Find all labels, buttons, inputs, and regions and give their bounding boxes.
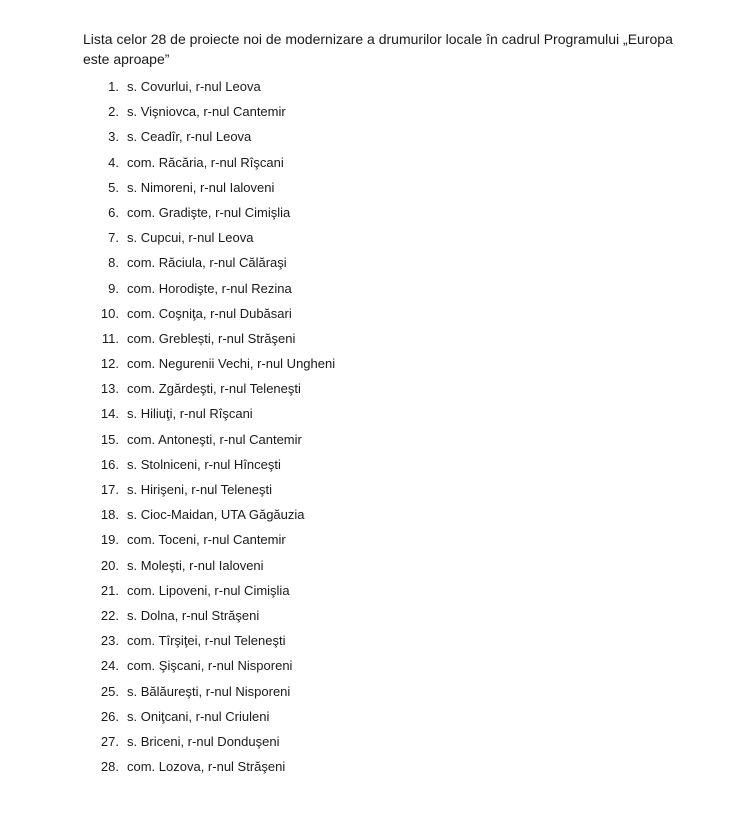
list-item-text: com. Lozova, r-nul Străşeni	[127, 759, 286, 775]
list-item-text: s. Stolniceni, r-nul Hînceşti	[127, 456, 281, 472]
document-title: Lista celor 28 de proiecte noi de modernizare a drumurilor locale în cadrul Programului „Europa este aproape”	[83, 31, 673, 67]
list-item-number: 4.	[108, 154, 119, 170]
list-item-number: 18.	[100, 507, 119, 523]
list-item-text: com. Horodişte, r-nul Rezina	[127, 280, 292, 296]
list-item-number: 11.	[101, 330, 119, 346]
list-item-number: 3.	[108, 129, 119, 145]
list-item-text: com. Lipoveni, r-nul Cimişlia	[127, 582, 290, 598]
list-item-number: 26.	[100, 708, 119, 724]
list-item-text: s. Moleşti, r-nul Ialoveni	[127, 557, 264, 573]
list-item-number: 6.	[108, 204, 119, 220]
list-item-number: 24.	[100, 658, 119, 674]
list-item-number: 15.	[100, 431, 119, 447]
list-item-text: com. Negurenii Vechi, r-nul Ungheni	[127, 356, 336, 372]
list-item-text: s. Bălăureşti, r-nul Nisporeni	[127, 683, 291, 699]
list-item-number: 8.	[108, 255, 119, 271]
list-item-text: s. Oniţcani, r-nul Criuleni	[127, 708, 270, 724]
list-item-number: 1.	[108, 79, 119, 94]
list-item-text: s. Cupcui, r-nul Leova	[127, 230, 254, 246]
list-item-text: s. Vişniovca, r-nul Cantemir	[127, 104, 286, 120]
list-item-text: s. Dolna, r-nul Străşeni	[127, 607, 260, 623]
list-item-text: s. Hirişeni, r-nul Teleneşti	[127, 482, 272, 497]
list-item-text: s. Briceni, r-nul Donduşeni	[127, 733, 280, 749]
list-item-number: 16.	[100, 456, 119, 472]
list-item-text: com. Antoneşti, r-nul Cantemir	[127, 431, 302, 447]
list-item-text: s. Covurlui, r-nul Leova	[127, 79, 261, 94]
list-item-number: 19.	[100, 532, 119, 548]
list-item-number: 21.	[100, 582, 119, 598]
list-item-text: com. Zgărdeşti, r-nul Teleneşti	[127, 381, 301, 397]
list-item-number: 20.	[100, 557, 119, 573]
list-item-number: 25.	[100, 683, 119, 699]
list-item-number: 17.	[100, 482, 119, 497]
list-item-number: 7.	[108, 230, 119, 246]
list-item-text: com. Coşniţa, r-nul Dubăsari	[127, 305, 292, 321]
list-item-text: com. Tîrşiţei, r-nul Teleneşti	[127, 633, 286, 649]
list-item-number: 2.	[108, 104, 119, 120]
list-item-number: 14.	[100, 406, 119, 422]
list-item-number: 9.	[108, 280, 119, 296]
list-item-number: 13.	[100, 381, 119, 397]
list-item-text: s. Hiliuţi, r-nul Rîşcani	[127, 406, 253, 422]
list-item-number: 28.	[100, 759, 119, 775]
list-item-text: com. Şişcani, r-nul Nisporeni	[127, 658, 293, 674]
list-item-text: s. Cioc-Maidan, UTA Găgăuzia	[127, 507, 305, 523]
list-item-number: 27.	[100, 733, 119, 749]
list-item-number: 23.	[100, 633, 119, 649]
list-item-text: s. Nimoreni, r-nul Ialoveni	[127, 179, 275, 195]
list-item-text: com. Greblești, r-nul Străşeni	[127, 330, 296, 346]
list-item-text: com. Toceni, r-nul Cantemir	[127, 532, 286, 548]
list-item-number: 12.	[100, 356, 119, 372]
list-item-number: 5.	[108, 179, 119, 195]
list-item-text: com. Răciula, r-nul Călăraşi	[127, 255, 287, 271]
list-item-text: s. Ceadîr, r-nul Leova	[127, 129, 252, 145]
list-item-number: 10.	[100, 305, 119, 321]
list-item-number: 22.	[100, 607, 119, 623]
list-item-text: com. Răcăria, r-nul Rîşcani	[127, 154, 284, 170]
list-item-text: com. Gradişte, r-nul Cimişlia	[127, 204, 291, 220]
